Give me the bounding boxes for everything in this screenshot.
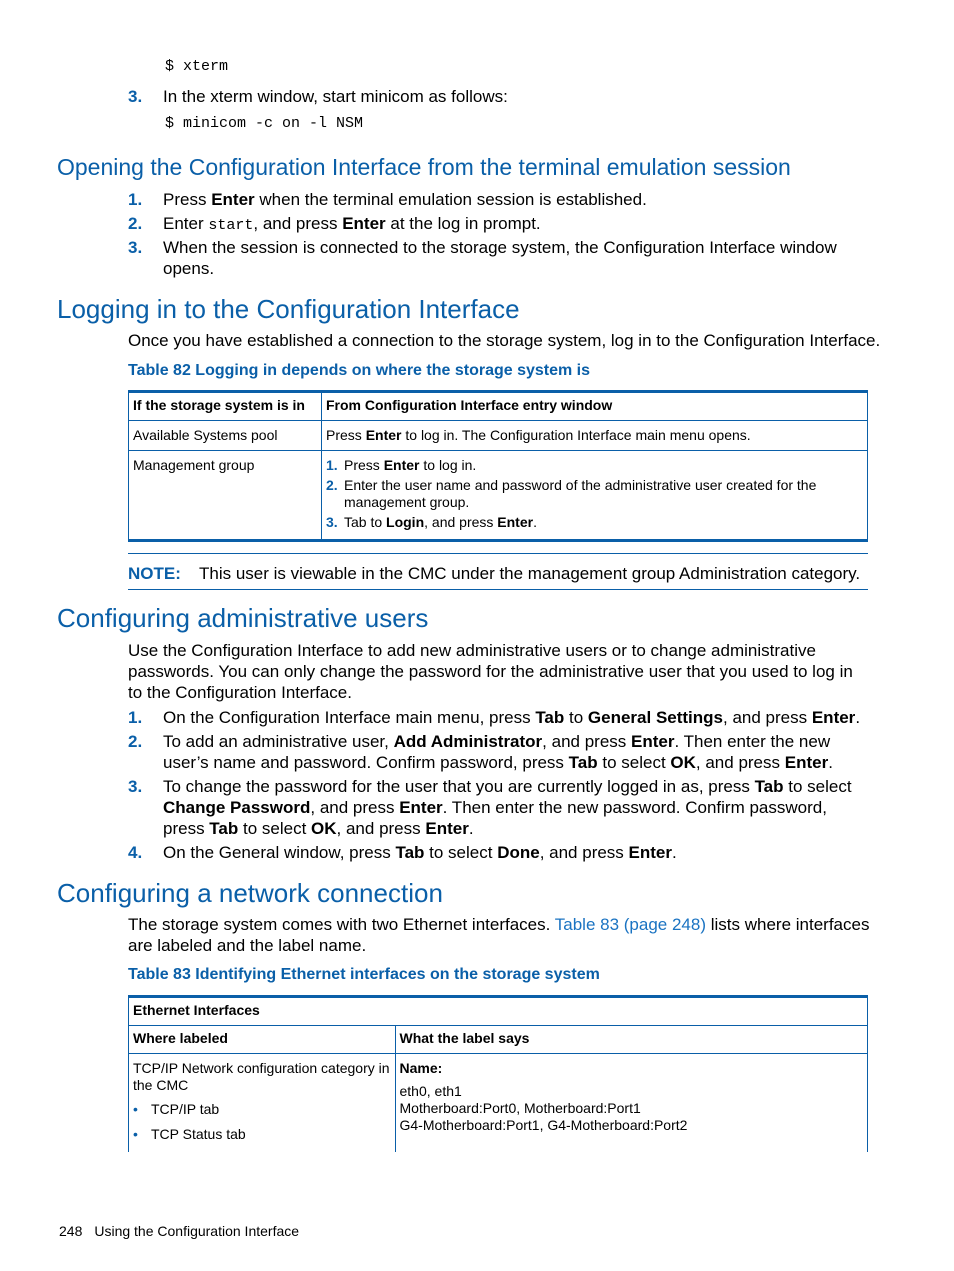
step-number: 4. [128, 843, 143, 862]
step-text: To add an administrative user, Add Administrator, and press Enter. Then enter the new user’s name and password. Confirm password, press Tab to select OK, and press Enter. [163, 732, 833, 772]
section-title-opening: Opening the Configuration Interface from the terminal emulation session [57, 154, 791, 180]
table-header: Where labeled [129, 1026, 396, 1054]
step-number: 1. [128, 708, 143, 727]
table-caption: Table 82 Logging in depends on where the storage system is [128, 362, 591, 379]
login-table [128, 390, 868, 542]
note-text: This user is viewable in the CMC under the management group Administration category. [199, 564, 861, 583]
step-number: 3. [128, 238, 143, 257]
step-text: On the General window, press Tab to select Done, and press Enter. [163, 843, 677, 862]
ethernet-table [128, 995, 868, 1152]
table-cell: Press Enter to log in. The Configuration Interface main menu opens. [322, 421, 868, 451]
step-number: 3. [128, 87, 143, 106]
table-group-header: Ethernet Interfaces [129, 997, 396, 1026]
section-intro: The storage system comes with two Ethernet interfaces. Table 83 (page 248) lists where interfaces are labeled and the label name. [128, 915, 870, 955]
table-cell: Name: eth0, eth1 Motherboard:Port0, Motherboard:Port1 G4-Motherboard:Port1, G4-Motherboard:Port2 [395, 1054, 868, 1153]
code-minicom: $ minicom -c on -l NSM [165, 115, 364, 132]
section-title-admin: Configuring administrative users [57, 603, 429, 633]
table-header: What the label says [395, 1026, 868, 1054]
table-cell: TCP/IP Network configuration category in the CMC • TCP/IP tab • TCP Status tab [129, 1054, 396, 1153]
step-text: When the session is connected to the storage system, the Configuration Interface window opens. [163, 238, 837, 278]
table-83-link[interactable]: Table 83 (page 248) [554, 915, 706, 934]
note-rule-top [128, 553, 868, 554]
table-cell: Available Systems pool [129, 421, 322, 451]
note-rule-bottom [128, 589, 868, 590]
page-footer [59, 1223, 299, 1240]
page-number: 248 [59, 1223, 83, 1239]
step-number: 1. [128, 190, 143, 209]
list-item: 2. Enter the user name and password of the administrative user created for the management group. [326, 477, 817, 510]
step-number: 3. [128, 777, 143, 796]
table-header: From Configuration Interface entry window [322, 392, 868, 421]
step-text: To change the password for the user that you are currently logged in as, press Tab to select Change Password, and press Enter. Then enter the new password. Confirm password, press Tab to select OK, and press Enter. [163, 777, 852, 838]
step-text: On the Configuration Interface main menu, press Tab to General Settings, and press Enter. [163, 708, 861, 727]
step-text: Press Enter when the terminal emulation session is established. [163, 190, 647, 209]
step-text: Enter start, and press Enter at the log in prompt. [163, 214, 541, 234]
step-number: 2. [128, 214, 143, 233]
step-text: In the xterm window, start minicom as follows: [163, 87, 508, 106]
section-title-login: Logging in to the Configuration Interface [57, 294, 520, 324]
table-cell: Management group [129, 451, 322, 541]
list-item: • TCP/IP tab [133, 1101, 220, 1117]
footer-title: Using the Configuration Interface [94, 1223, 300, 1239]
code-xterm: $ xterm [165, 58, 229, 75]
section-intro: Once you have established a connection to the storage system, log in to the Configuration Interface. [128, 331, 881, 350]
table-cell [322, 451, 868, 541]
step-number: 2. [128, 732, 143, 751]
table-header: If the storage system is in [129, 392, 322, 421]
section-intro: Use the Configuration Interface to add new administrative users or to change administrative passwords. You can only change the password for the administrative user that you used to log in to the Configuration Interface. [128, 641, 853, 702]
list-item: 3. Tab to Login, and press Enter. [326, 514, 537, 530]
table-caption: Table 83 Identifying Ethernet interfaces on the storage system [128, 966, 600, 983]
list-item: • TCP Status tab [133, 1126, 246, 1142]
note-label: NOTE: [128, 564, 181, 583]
section-title-network: Configuring a network connection [57, 878, 443, 908]
list-item: 1. Press Enter to log in. [326, 457, 477, 473]
